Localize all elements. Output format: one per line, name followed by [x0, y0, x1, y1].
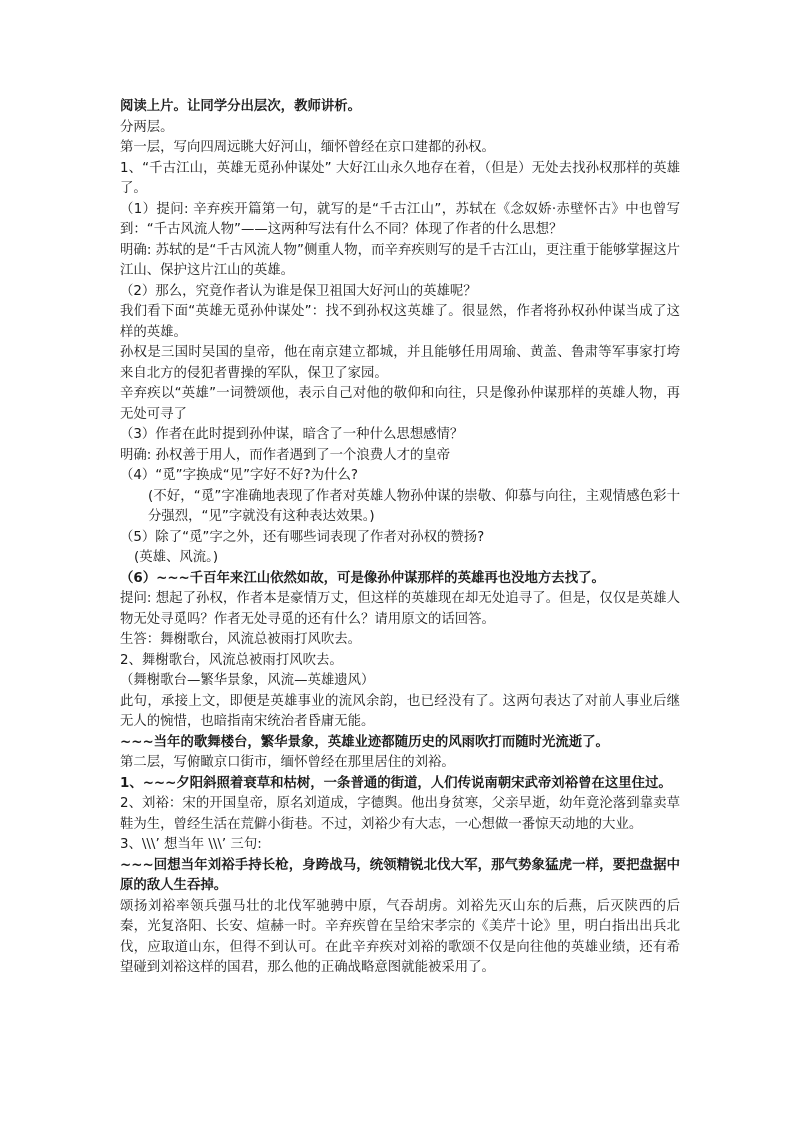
- paragraph: 生答：舞榭歌台，风流总被雨打风吹去。: [120, 632, 362, 647]
- paragraph: （6）~~~千百年来江山依然如故，可是像孙仲谋那样的英雄再也没地方去找了。: [120, 570, 605, 586]
- paragraph: 第二层，写俯瞰京口街市，缅怀曾经在那里居住的刘裕。: [120, 755, 455, 770]
- paragraph: 1、“千古江山，英雄无觅孙仲谋处” 大好江山永久地存在着，（但是）无处去找孙权那样的英雄了。: [120, 160, 680, 196]
- paragraph: 孙权是三国时吴国的皇帝，他在南京建立都城，并且能够任用周瑜、黄盖、鲁肃等军事家打垮来自北方的侵犯者曹操的军队，保卫了家园。: [120, 345, 680, 381]
- paragraph: 2、舞榭歌台，风流总被雨打风吹去。: [120, 652, 343, 668]
- paragraph: 颂扬刘裕率领兵强马壮的北伐军驰骋中原，气吞胡虏。刘裕先灭山东的后燕，后灭陕西的后秦，光复洛阳、长安、煊赫一时。辛弃疾曾在呈给宋孝宗的《美芹十论》里，明白指出出兵北伐，应取道山东，但得不到认可。在此辛弃疾对刘裕的歌颂不仅是向往他的英雄业绩，还有希望碰到刘裕这样的国君，那么他的正确战略意图就能被采用了。: [120, 898, 680, 975]
- paragraph: （3）作者在此时提到孙仲谋，暗含了一种什么思想感情？: [120, 427, 464, 442]
- paragraph: （4）“觅”字换成“见”字好不好?为什么?: [120, 468, 358, 483]
- paragraph: 3、\\\’ 想当年 \\\’ 三句:: [120, 837, 262, 852]
- paragraph: 分两层。: [120, 119, 174, 135]
- paragraph: 第一层，写向四周远眺大好河山，缅怀曾经在京口建都的孙权。: [120, 140, 495, 155]
- paragraph: 我们看下面“英雄无觅孙仲谋处”：找不到孙权这英雄了。很显然，作者将孙权孙仲谋当成了这样的英雄。: [120, 304, 680, 340]
- paragraph: ~~~当年的歌舞楼台，繁华景象，英雄业迹都随历史的风雨吹打而随时光流逝了。: [120, 734, 609, 750]
- paragraph: 明确: 孙权善于用人，而作者遇到了一个浪费人才的皇帝: [120, 447, 451, 463]
- paragraph: 阅读上片。让同学分出层次，教师讲析。: [120, 99, 362, 114]
- document-page: [120, 97, 680, 979]
- paragraph: (英雄、风流。): [134, 550, 219, 565]
- paragraph: 提问: 想起了孙权，作者本是豪情万丈，但这样的英雄现在却无处追寻了。但是，仅仅是英雄人物无处寻觅吗？作者无处寻觅的还有什么？请用原文的话回答。: [120, 591, 680, 627]
- paragraph: （1）提问: 辛弃疾开篇第一句，就写的是“千古江山”，苏轼在《念奴娇·赤壁怀古》中也曾写到：“千古风流人物”——这两种写法有什么不同？体现了作者的什么思想？: [120, 201, 680, 237]
- paragraph: ~~~回想当年刘裕手持长枪，身跨战马，统领精锐北伐大军，那气势象猛虎一样，要把盘据中原的敌人生吞掉。: [120, 857, 680, 893]
- paragraph: 1、~~~夕阳斜照着衰草和枯树，一条普通的街道，人们传说南朝宋武帝刘裕曾在这里住过。: [120, 775, 672, 791]
- paragraph: （5）除了“觅”字之外，还有哪些词表现了作者对孙权的赞扬?: [120, 529, 485, 545]
- paragraph: (不好，“觅”字准确地表现了作者对英雄人物孙仲谋的崇敬、仰慕与向往，主观情感色彩十分强烈，“见”字就没有这种表达效果。): [148, 488, 680, 524]
- paragraph: 辛弃疾以“英雄”一词赞颂他，表示自己对他的敬仰和向往，只是像孙仲谋那样的英雄人物，再无处可寻了: [120, 386, 680, 422]
- paragraph: 此句，承接上文，即便是英雄事业的流风余韵，也已经没有了。这两句表达了对前人事业后继无人的惋惜，也暗指南宋统治者昏庸无能。: [120, 693, 680, 729]
- paragraph: （舞榭歌台—繁华景象，风流—英雄遗风）: [120, 673, 375, 688]
- paragraph: （2）那么，究竟作者认为谁是保卫祖国大好河山的英雄呢？: [120, 283, 477, 299]
- paragraph: 2、刘裕：宋的开国皇帝，原名刘道成，字德舆。他出身贫寒，父亲早逝，幼年竟沦落到靠卖草鞋为生，曾经生活在荒僻小街巷。不过，刘裕少有大志，一心想做一番惊天动地的大业。: [120, 796, 680, 832]
- paragraph: 明确: 苏轼的是“千古风流人物”侧重人物，而辛弃疾则写的是千古江山，更注重于能够掌握这片江山、保护这片江山的英雄。: [120, 242, 680, 278]
